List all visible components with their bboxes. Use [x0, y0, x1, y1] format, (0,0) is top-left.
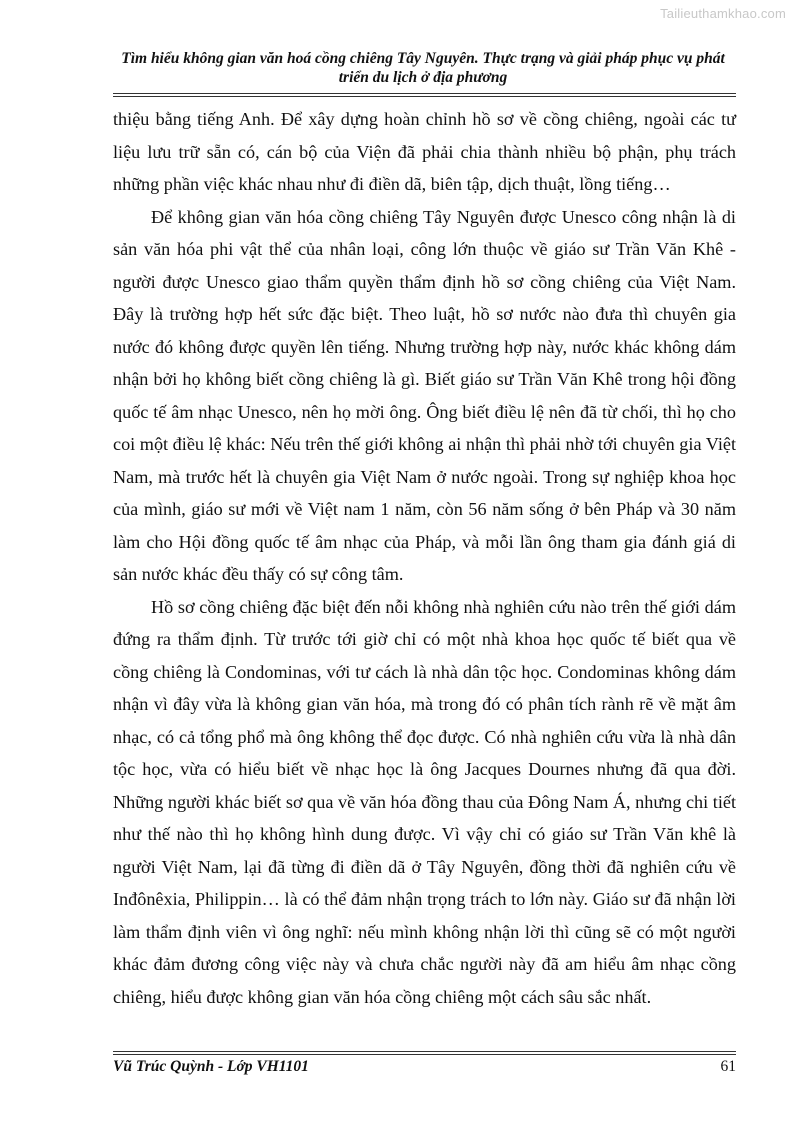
footer-author: Vũ Trúc Quỳnh - Lớp VH1101	[113, 1058, 309, 1075]
watermark: Tailieuthamkhao.com	[660, 6, 786, 21]
footer-divider	[113, 1051, 736, 1055]
page-number: 61	[720, 1058, 736, 1075]
header-divider	[113, 93, 736, 97]
paragraph: Để không gian văn hóa cồng chiêng Tây Nguyên được Unesco công nhận là di sản văn hóa phi vật thể của nhân loại, công lớn thuộc về giáo sư Trần Văn Khê - người được Unesco giao thẩm quyền thẩm định hồ sơ cồng chiêng của Việt Nam. Đây là trường hợp hết sức đặc biệt. Theo luật, hồ sơ nước nào đưa thì chuyên gia nước đó không được quyền lên tiếng. Nhưng trường hợp này, nước khác không dám nhận bởi họ không biết cồng chiêng là gì. Biết giáo sư Trần Văn Khê trong hội đồng quốc tế âm nhạc Unesco, nên họ mời ông. Ông biết điều lệ nên đã từ chối, thì họ cho coi một điều lệ khác: Nếu trên thế giới không ai nhận thì phải nhờ tới chuyên gia Việt Nam, mà trước hết là chuyên gia Việt Nam ở nước ngoài. Trong sự nghiệp khoa học của mình, giáo sư mới về Việt nam 1 năm, còn 56 năm sống ở bên Pháp và 30 năm làm cho Hội đồng quốc tế âm nhạc của Pháp, và mỗi lần ông tham gia đánh giá di sản nước khác đều thấy có sự công tâm.	[113, 206, 736, 584]
paragraph: Hồ sơ cồng chiêng đặc biệt đến nỗi không nhà nghiên cứu nào trên thế giới dám đứng ra thẩm định. Từ trước tới giờ chỉ có một nhà khoa học quốc tế biết qua về cồng chiêng là Condominas, với tư cách là nhà dân tộc học. Condominas không dám nhận vì đây vừa là không gian văn hóa, mà trong đó có phân tích rành rẽ về mặt âm nhạc, có cả tổng phổ mà ông không thể đọc được. Có nhà nghiên cứu vừa là nhà dân tộc học, vừa có hiểu biết về nhạc học là ông Jacques Dournes nhưng đã qua đời. Những người khác biết sơ qua về văn hóa đồng thau của Đông Nam Á, nhưng chi tiết như thế nào thì họ không hình dung được. Vì vậy chỉ có giáo sư Trần Văn khê là người Việt Nam, lại đã từng đi điền dã ở Tây Nguyên, đồng thời đã nghiên cứu về Inđônêxia, Philippin… là có thể đảm nhận trọng trách to lớn này. Giáo sư đã nhận lời làm thẩm định viên vì ông nghĩ: nếu mình không nhận lời thì cũng sẽ có một người khác đảm đương công việc này và chưa chắc người này đã am hiểu âm nhạc cồng chiêng, hiểu được không gian văn hóa cồng chiêng một cách sâu sắc nhất.	[113, 596, 736, 1007]
paragraph-continuation: thiệu bằng tiếng Anh. Để xây dựng hoàn chỉnh hồ sơ về cồng chiêng, ngoài các tư liệu lưu trữ sẵn có, cán bộ của Viện đã phải chia thành nhiều bộ phận, phụ trách những phần việc khác nhau như đi điền dã, biên tập, dịch thuật, lồng tiếng…	[113, 109, 736, 194]
page-header-title: Tìm hiểu không gian văn hoá cồng chiêng Tây Nguyên. Thực trạng và giải pháp phục vụ phát triển du lịch ở địa phương	[121, 50, 725, 86]
document-body	[113, 103, 736, 1013]
